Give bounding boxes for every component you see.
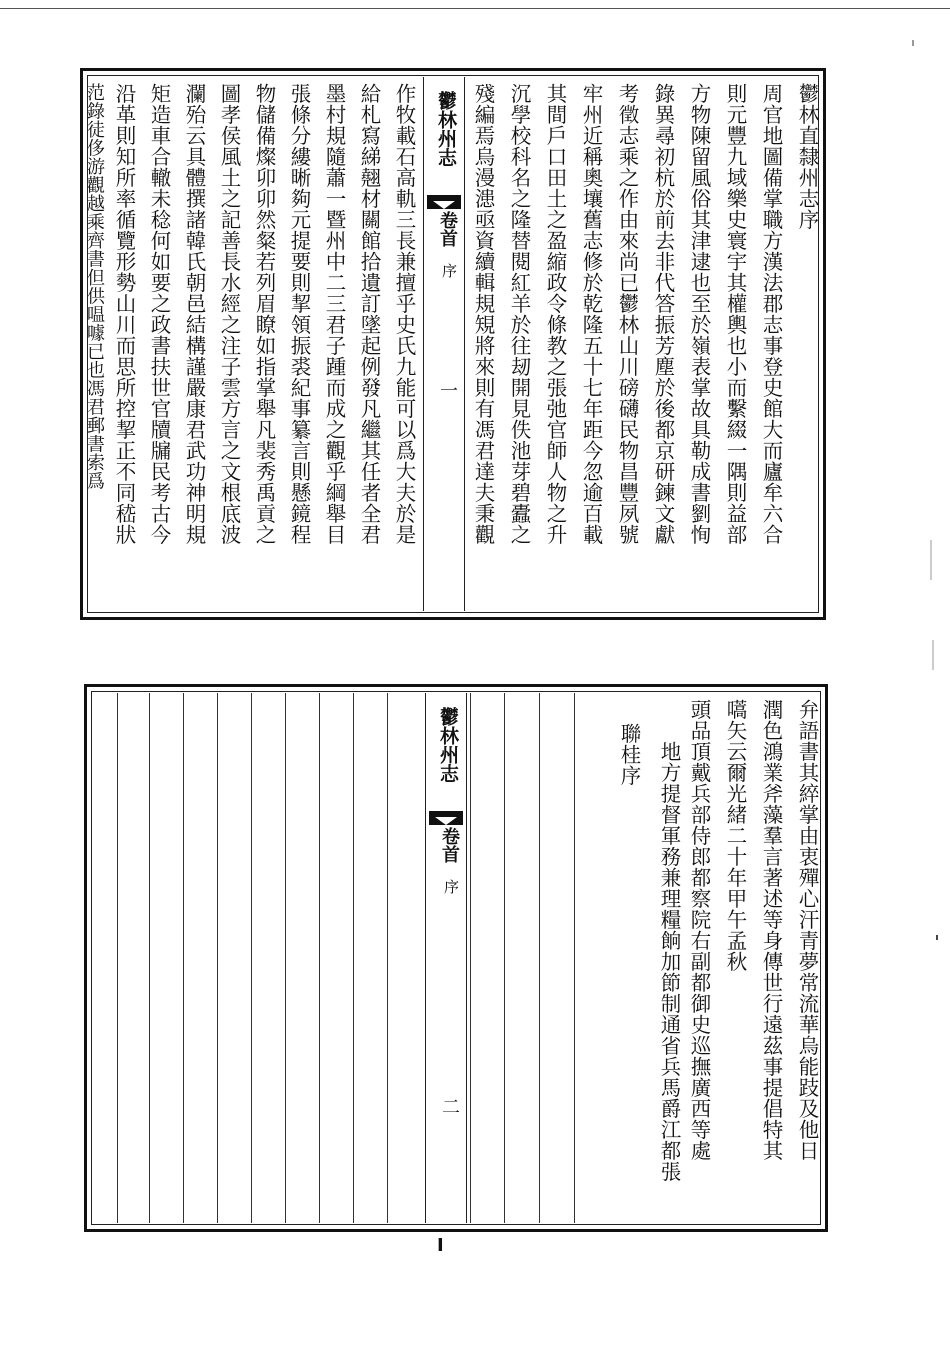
- text-column: 作牧載石高軌三長兼擅乎史氏九能可以爲大夫於是: [392, 83, 416, 545]
- text-column: 頭品頂戴兵部侍郎都察院右副都御史巡撫廣西等處: [687, 699, 711, 1161]
- column-rule: [117, 693, 118, 1223]
- scan-speck: [930, 540, 932, 580]
- text-column: 物儲備燦卯卯然粲若列眉瞭如指掌舉凡裴秀禹貢之: [252, 83, 276, 545]
- text-column: 圖孝侯風土之記善長水經之注子雲方言之文根底波: [217, 83, 241, 545]
- page-number: 二: [439, 1097, 460, 1115]
- fishtail-mark: [427, 195, 461, 209]
- book-title: 鬱林州志: [435, 91, 457, 167]
- text-column: 嚆矢云爾光緒二十年甲午孟秋: [723, 699, 747, 972]
- text-column: 瀾殆云具體撰諸韓氏朝邑結構謹嚴康君武功神明規: [182, 83, 206, 545]
- text-column: 墨村規隨蕭一暨州中二三君子踵而成之觀乎綱舉目: [322, 83, 346, 545]
- text-column: 沉學校科名之隆替閱紅羊於往刼開見佚池芽碧蠹之: [507, 83, 531, 545]
- text-column: 范錄徒侈游觀越乘齊書但供嗢噱已也馮君郵書索爲: [84, 83, 105, 490]
- text-column: 鬱林直隸州志序: [795, 83, 819, 230]
- section-label: 序: [440, 263, 458, 278]
- column-rule: [574, 693, 575, 1223]
- column-rule: [504, 693, 505, 1223]
- text-column: 方物陳留風俗其津逮也至於嶺表掌故具勒成書劉恂: [687, 83, 711, 545]
- page-number: 一: [437, 381, 458, 399]
- text-column: 聯桂序: [617, 723, 641, 786]
- text-column: 張條分縷晰夠元提要則挈領振裘紀事纂言則懸鏡程: [287, 83, 311, 545]
- book-page-lower: [84, 684, 828, 1232]
- top-rule: [0, 8, 950, 9]
- text-column: 則元豐九域樂史寰宇其權輿也小而繫綴一隅則益部: [723, 83, 747, 545]
- column-rule: [251, 693, 252, 1223]
- text-column: 其間戶口田土之盈縮政令條教之張弛官師人物之升: [543, 83, 567, 545]
- volume-label: 卷首: [439, 827, 460, 863]
- column-rule: [285, 693, 286, 1223]
- book-title: 鬱林州志: [437, 707, 459, 783]
- plate-number: I: [437, 1235, 444, 1256]
- text-column: 錄異尋初杭於前去非代答振芳塵於後都京研鍊文獻: [651, 83, 675, 545]
- column-rule: [217, 693, 218, 1223]
- text-column: 周官地圖備掌職方漢法郡志事登史館大而廬牟六合: [759, 83, 783, 545]
- text-column: 弁語書其綷掌由衷殫心汗青夢常流華烏能跂及他日: [795, 699, 819, 1161]
- column-rule: [319, 693, 320, 1223]
- text-column: 沿革則知所率循覽形勢山川而思所控挈正不同嵇狀: [112, 83, 136, 545]
- scan-speck: [932, 640, 934, 670]
- column-rule: [149, 693, 150, 1223]
- column-rule: [470, 693, 471, 1223]
- scan-speck: [936, 935, 938, 940]
- scan-speck: [912, 40, 914, 46]
- text-column: 考徵志乘之作由來尚已鬱林山川磅礴民物昌豐夙號: [615, 83, 639, 545]
- text-column: 牢州近稱奧壤舊志修於乾隆五十七年距今忽逾百載: [579, 83, 603, 545]
- center-margin: [425, 693, 467, 1223]
- volume-label: 卷首: [437, 211, 458, 247]
- fishtail-mark: [429, 811, 463, 825]
- column-rule: [353, 693, 354, 1223]
- column-rule: [387, 693, 388, 1223]
- section-label: 序: [442, 879, 460, 894]
- column-rule: [539, 693, 540, 1223]
- book-page-upper: [80, 68, 826, 620]
- text-column: 矩造車合轍未稔何如要之政書扶世官牘牖民考古今: [147, 83, 171, 545]
- text-column: 地方提督軍務兼理糧餉加節制通省兵馬爵江都張: [657, 741, 681, 1182]
- text-column: 給札寫綈翹材關館拾遺訂墜起例發凡繼其任者全君: [357, 83, 381, 545]
- text-column: 潤色鴻業斧藻羣言著述等身傳世行遠茲事提倡特其: [759, 699, 783, 1161]
- column-rule: [183, 693, 184, 1223]
- center-margin: [423, 77, 465, 611]
- text-column: 殘編焉烏漫漶亟資續輯規䂓將來則有馮君達夫秉觀: [471, 83, 495, 545]
